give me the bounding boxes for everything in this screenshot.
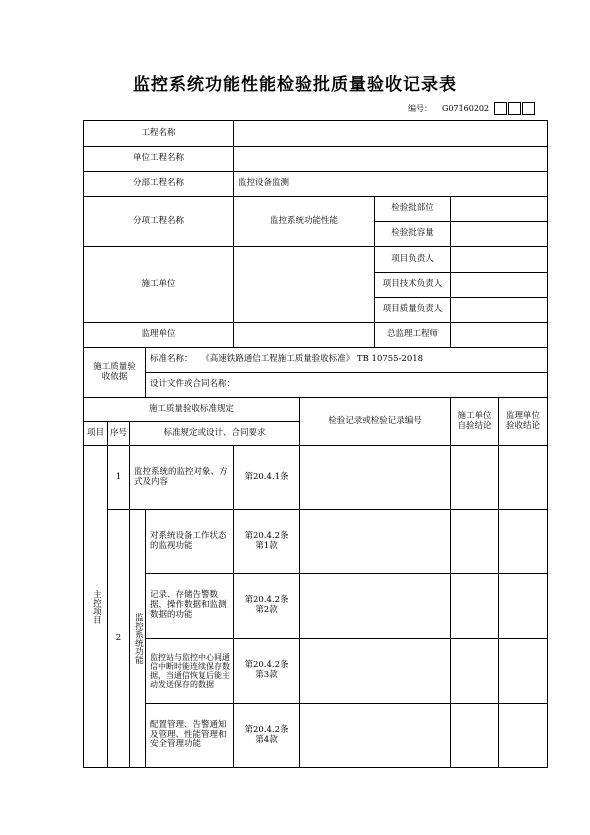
division-label: 分部工程名称 — [84, 172, 234, 197]
unit-project-label: 单位工程名称 — [84, 147, 234, 172]
batch-capacity-label: 检验批容量 — [375, 222, 451, 247]
construction-conclusion-header — [451, 398, 499, 446]
supervision-conclusion-text: 监理单位验收结论 — [506, 410, 541, 431]
row2-item4-record[interactable] — [300, 704, 451, 768]
subitem-label: 分项工程名称 — [84, 197, 234, 247]
inspection-form-table — [83, 120, 548, 768]
row2-item3-clause1: 第20.4.2条 — [244, 660, 289, 671]
row2-item1-clause — [234, 510, 300, 574]
row1-construction-conclusion[interactable] — [451, 446, 499, 510]
item-header: 项目 — [84, 422, 108, 446]
main-item-cell — [84, 446, 108, 768]
row2-item2-clause2: 第2款 — [255, 605, 278, 615]
project-name-field[interactable] — [234, 121, 548, 147]
row1-supervision-conclusion[interactable] — [499, 446, 548, 510]
serial-code: G07160202 — [442, 103, 490, 113]
spec-group-header: 施工质量验收标准规定 — [84, 398, 300, 422]
row2-item3-clause2: 第3款 — [255, 670, 278, 680]
row2-item2-construction-conclusion[interactable] — [451, 574, 499, 639]
row1-seq: 1 — [108, 446, 130, 510]
row2-item4-construction-conclusion[interactable] — [451, 704, 499, 768]
project-leader-label: 项目负责人 — [375, 247, 451, 273]
row2-item1-record[interactable] — [300, 510, 451, 574]
row2-item2-record[interactable] — [300, 574, 451, 639]
form-title: 监控系统功能性能检验批质量验收记录表 — [133, 75, 457, 95]
tech-leader-field[interactable] — [451, 273, 548, 298]
requirement-header: 标准规定或设计、合同要求 — [130, 422, 300, 446]
row2-item3-construction-conclusion[interactable] — [451, 639, 499, 704]
row2-group-label: 监控系统功能 — [133, 613, 144, 664]
serial-box-3[interactable] — [522, 102, 535, 115]
chief-supervisor-field[interactable] — [451, 323, 548, 348]
serial-number — [408, 101, 535, 115]
chief-supervisor-label: 总监理工程师 — [375, 323, 451, 348]
row1-requirement: 监控系统的监控对象、方式及内容 — [130, 446, 234, 510]
row1-record[interactable] — [300, 446, 451, 510]
row2-item2-clause1: 第20.4.2条 — [244, 595, 289, 606]
row2-group-cell — [130, 510, 146, 768]
row2-item1-construction-conclusion[interactable] — [451, 510, 499, 574]
batch-part-label: 检验批部位 — [375, 197, 451, 222]
unit-project-field[interactable] — [234, 147, 548, 172]
row2-item4-text: 配置管理、告警通知及管理、性能管理和安全管理功能 — [146, 704, 234, 768]
row2-item3-record[interactable] — [300, 639, 451, 704]
standard-prefix: 标准名称： — [150, 354, 193, 365]
seq-header: 序号 — [108, 422, 130, 446]
row2-seq: 2 — [108, 510, 130, 768]
row1-clause: 第20.4.1条 — [234, 446, 300, 510]
row2-item4-clause — [234, 704, 300, 768]
construction-unit-label: 施工单位 — [84, 247, 234, 323]
supervision-unit-label: 监理单位 — [84, 323, 234, 348]
row2-item3-text: 监控站与监控中心间通信中断时能连续保存数据，当通信恢复后能主动发送保存的数据 — [146, 639, 234, 704]
batch-part-field[interactable] — [451, 197, 548, 222]
construction-conclusion-text: 施工单位自验结论 — [457, 410, 492, 431]
project-name-label: 工程名称 — [84, 121, 234, 147]
row2-item1-supervision-conclusion[interactable] — [499, 510, 548, 574]
serial-box-2[interactable] — [508, 102, 521, 115]
serial-box-1[interactable] — [494, 102, 507, 115]
quality-leader-field[interactable] — [451, 298, 548, 323]
row2-item1-clause2: 第1款 — [255, 540, 278, 551]
project-leader-field[interactable] — [451, 247, 548, 273]
batch-capacity-field[interactable] — [451, 222, 548, 247]
row2-item4-supervision-conclusion[interactable] — [499, 704, 548, 768]
row2-item1-clause1: 第20.4.2条 — [244, 530, 289, 541]
subitem-value: 监控系统功能性能 — [234, 197, 375, 247]
supervision-unit-field[interactable] — [234, 323, 375, 348]
row2-item3-clause — [234, 639, 300, 704]
row2-item4-clause2: 第4款 — [255, 734, 278, 745]
construction-unit-field[interactable] — [234, 247, 375, 323]
standard-row — [146, 348, 548, 373]
quality-leader-label: 项目质量负责人 — [375, 298, 451, 323]
supervision-conclusion-header — [499, 398, 548, 446]
main-item-label: 主控项目 — [91, 589, 102, 624]
row2-item1-text: 对系统设备工作状态的监视功能 — [146, 510, 234, 574]
basis-label-text: 施工质量验收依据 — [93, 361, 136, 382]
row2-item4-clause1: 第20.4.2条 — [244, 724, 289, 735]
record-header: 检验记录或检验记录编号 — [300, 398, 451, 446]
row2-item3-supervision-conclusion[interactable] — [499, 639, 548, 704]
serial-label: 编号： — [408, 103, 432, 113]
design-doc-label: 设计文件或合同名称： — [146, 373, 548, 398]
row2-item2-clause — [234, 574, 300, 639]
division-value: 监控设备监测 — [234, 172, 548, 197]
standard-name: 《高速铁路通信工程施工质量验收标准》 TB 10755-2018 — [201, 354, 424, 365]
row2-item2-supervision-conclusion[interactable] — [499, 574, 548, 639]
row2-item2-text: 记录、存储告警数据，操作数据和监测数据的功能 — [146, 574, 234, 639]
tech-leader-label: 项目技术负责人 — [375, 273, 451, 298]
basis-label — [84, 348, 146, 398]
